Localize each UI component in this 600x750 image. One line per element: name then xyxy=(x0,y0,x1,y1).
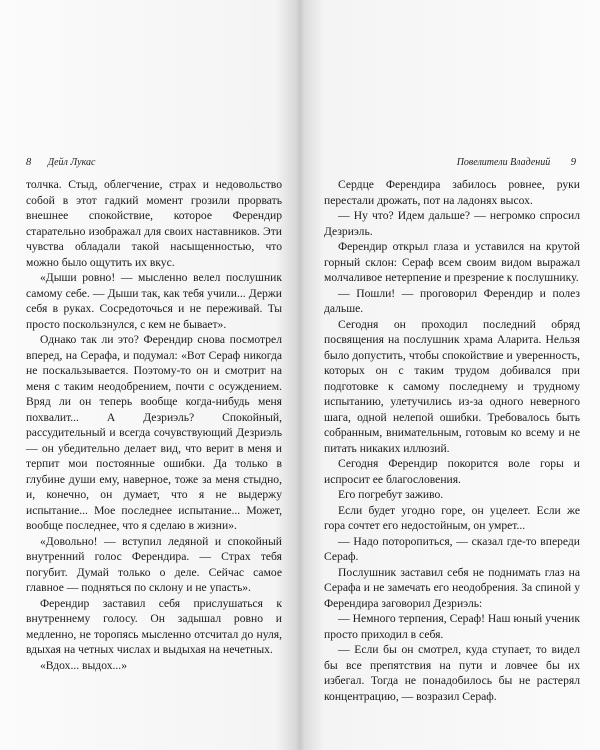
paragraph: Послушник заставил себя не поднимать глаз на Серафа и не замечать его неодобрения. За спиной у Ферендира заговорил Дезриэль: xyxy=(324,565,580,610)
paragraph: «Довольно! — вступил ледяной и спокойный внутренний голос Ферендира. — Страх тебя погубит. Думай только о деле. Сейчас самое главное — подняться по склону и не упасть». xyxy=(26,534,282,594)
paragraph: — Немного терпения, Сераф! Наш юный ученик просто приходил в себя. xyxy=(324,612,580,641)
paragraph: Однако так ли это? Ферендир снова посмотрел вперед, на Серафа, и подумал: «Вот Сераф никогда не поскальзывается. Поэтому-то он и смотрит на меня с таким неодобрением, почти с осуждением. Вряд ли он теперь вообще когда-нибудь меня похвалит... А Дезриэль? Спокойный, рассудительный и всегда сочувствующий Дезриэль — он убедительно делает вид, что верит в меня и терпит мои постоянные ошибки. Да только в глубине души ему, наверное, тоже за меня стыдно, и, конечно, он думает, что я не выдержу испытание... Мое последнее испытание... Может, вообще последнее, что я сделаю в жизни». xyxy=(26,333,282,532)
paragraph: Если будет угодно горе, он уцелеет. Если же гора сочтет его недостойным, он умрет... xyxy=(324,503,580,532)
paragraph: — Ну что? Идем дальше? — негромко спросил Дезриэль. xyxy=(324,209,580,238)
left-page-number: 8 xyxy=(26,157,32,168)
paragraph: толчка. Стыд, облегчение, страх и недовольство собой в этот гадкий момент грозили прорвать внешнее спокойствие, которое Ферендир старательно изображал для своих наставников. Эти чувства обладали такой насыщенностью, что можно было ощутить их вкус. xyxy=(26,178,282,269)
right-page-body xyxy=(324,177,580,704)
paragraph: Сегодня Ферендир покорится воле горы и испросит ее благословения. xyxy=(324,457,580,486)
paragraph: Сердце Ферендира забилось ровнее, руки перестали дрожать, пот на ладонях высох. xyxy=(324,178,580,207)
left-page-body xyxy=(26,177,282,673)
paragraph: — Пошли! — проговорил Ферендир и полез дальше. xyxy=(324,286,580,315)
right-page-number: 9 xyxy=(570,157,576,168)
paragraph: — Если бы он смотрел, куда ступает, то видел бы все препятствия на пути и ловчее бы их избегал. Тогда не понадобилось бы не растерял концентрацию, — возразил Сераф. xyxy=(324,643,580,703)
paragraph: — Надо поторопиться, — сказал где-то впереди Сераф. xyxy=(324,534,580,563)
paragraph: Его погребут заживо. xyxy=(338,488,444,501)
right-page-header xyxy=(324,156,576,170)
paragraph: «Дыши ровно! — мысленно велел послушник самому себе. — Дыши так, как тебя учили... Держи себя в руках. Сосредоточься и не переживай. Ты просто поскользнулся, с кем не бывает». xyxy=(26,271,282,331)
left-page-header xyxy=(26,156,278,170)
right-running-head: Повелители Владений xyxy=(456,157,551,168)
paragraph: «Вдох... выдох...» xyxy=(40,658,127,672)
paragraph: Ферендир заставил себя прислушаться к внутреннему голосу. Он задышал ровно и медленно, не торопясь мысленно отсчитал до нуля, вдыхая на четных числах и выдыхая на нечетных. xyxy=(26,596,282,656)
left-running-head: Дейл Лукас xyxy=(47,157,96,168)
right-page xyxy=(300,0,600,750)
paragraph: Сегодня он проходил последний обряд посвящения на послушник храма Аларита. Нельзя было допустить, чтобы спокойствие и уверенность, которых он с таким трудом добивался при подготовке к самому последнему и трудному испытанию, улетучились из-за одного неверного шага, одной нелепой ошибки. Требовалось быть собранным, внимательным, готовым ко всему и не питать никаких иллюзий. xyxy=(324,317,580,455)
paragraph: Ферендир открыл глаза и уставился на крутой горный склон: Сераф всем своим видом выражал молчаливое нетерпение и презрение к послушнику. xyxy=(324,240,580,284)
